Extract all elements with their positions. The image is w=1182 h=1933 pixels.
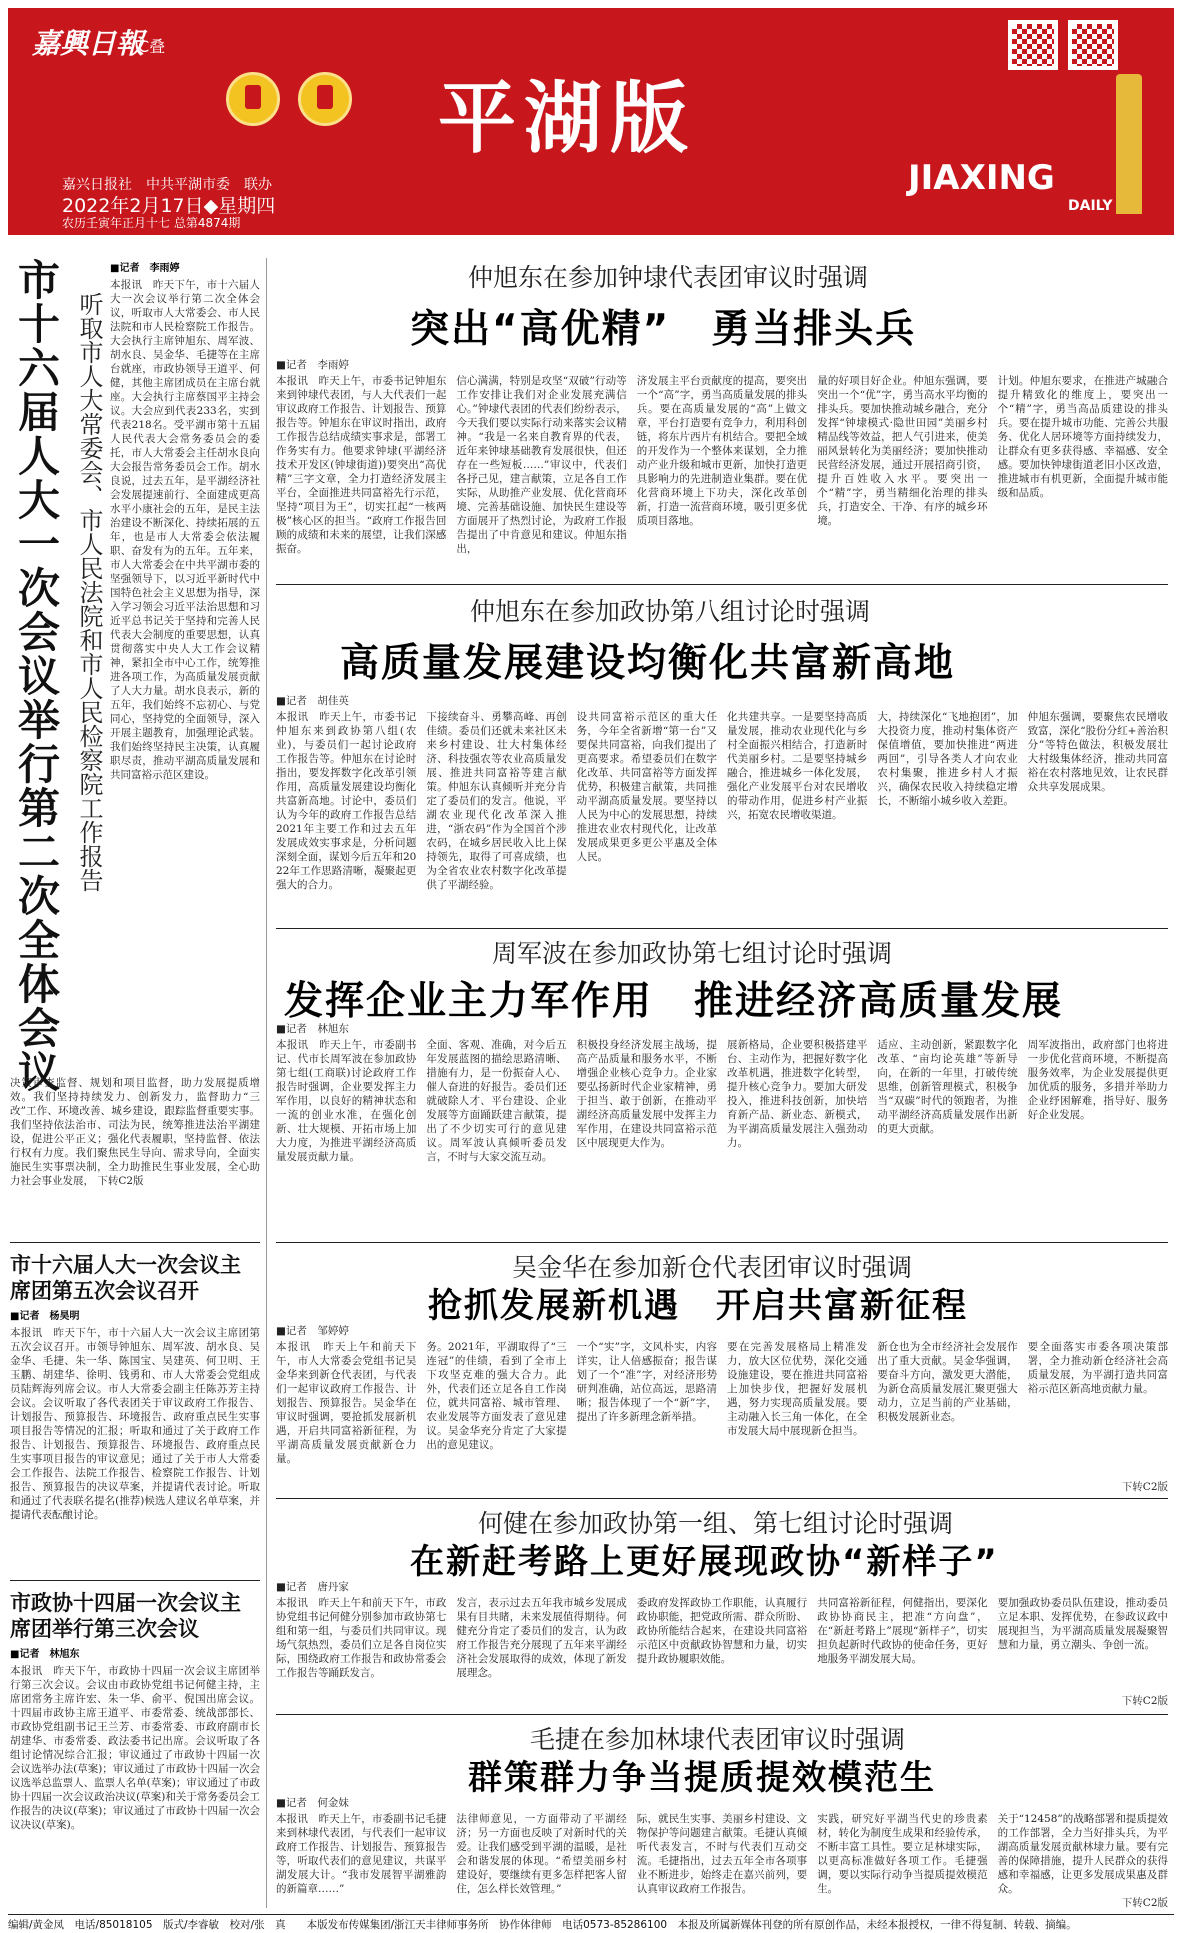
byline: ■记者 邹婷婷: [276, 1325, 349, 1337]
publisher-line: 嘉兴日报社 中共平湖市委 联办: [62, 177, 272, 193]
side-news-headline: 市十六届人大一次会议主席团第五次会议召开: [10, 1253, 241, 1303]
byline: ■记者 杨昊明: [10, 1311, 80, 1322]
article-columns: [276, 1038, 1168, 1238]
article-text: 新仓也为全市经济社会发展作出了重大贡献。吴金华强调，要奋斗方向，激发更大潜能，为新仓高质量发展汇聚更强大动力，立足当前的产业基础，积极发展新业态。: [877, 1341, 1018, 1423]
section-divider: [10, 1242, 260, 1243]
article-text: 要在完善发展格局上精准发力，放大区位优势，深化交通设施建设，要在推进共同富裕上加快步伐，把握好发展机遇，努力实现高质量发展。要主动融入长三角一体化，在全市发展大局中展现新仓担当。: [726, 1341, 868, 1437]
article-text: 本报讯 昨天上午，市委副书记毛捷来到林埭代表团，与代表们一起审议政府工作报告、计划报告、预算报告等，听取代表们的意见建议，共谋平湖发展大计。“我市发展智平湖雅韵的新篇章……”: [276, 1813, 447, 1895]
article-text: 本报讯 昨天上午，市委书记仲旭东来到政协第八组(农业)，与委员们一起讨论政府工作报告等。仲旭东在讨论时指出，要发挥数字化改革引领作用，高质量发展建设均衡化共富新高地。讨论中，委员们认为今年的政府工作报告总结2021年主要工作和过去五年发展成效实事求是，分析问题深刻全面，谋划今后五年和2022年工作思路清晰，凝聚起更强大的合力。: [276, 711, 417, 891]
byline: ■记者 李雨婷: [110, 263, 180, 274]
side-news-headline: 市政协十四届一次会议主席团举行第三次会议: [10, 1591, 241, 1641]
lunar-date: 农历壬寅年正月十七 总第4874期: [62, 216, 241, 230]
continued-tag: 下转C2版: [1100, 1896, 1168, 1910]
section-divider: [276, 1242, 1168, 1243]
side-news-body: [10, 1310, 260, 1570]
article-kicker: 吴金华在参加新仓代表团审议时强调: [512, 1253, 913, 1282]
article-columns: [276, 374, 1168, 574]
article-text: 本报讯 昨天上午，市委副书记、代市长周军波在参加政协第七组(工商联)讨论政府工作报告时强调，企业要发挥主力军作用，以良好的精神状态和一流的创业水准，在强化创新、壮大规模、开拓市场上加大力度，为推进平湖经济高质量发展贡献力量。: [276, 1039, 417, 1163]
article-columns: [276, 1340, 1168, 1494]
page-footer: 编辑/黄金凤 电话/85018105 版式/李睿敏 校对/张 真 本版发布传媒集团/浙江天丰律师事务所 协作体律师 电话0573-85286100 本报及所属新媒体刊登的所有原创作品，未经本报授权，一律不得复制、转载、摘编。: [8, 1914, 1174, 1931]
article-headline: 高质量发展建设均衡化共富新高地: [340, 641, 956, 686]
lead-subheadline: 听取市人大常委会、市人民法院和市人民检察院工作报告: [75, 292, 103, 892]
article-kicker: 仲旭东在参加钟埭代表团审议时强调: [468, 263, 869, 292]
issue-date: 2022年2月17日◆星期四: [62, 195, 276, 217]
article-text: 本报讯 昨天下午，市政协十四届一次会议主席团举行第三次会议。会议由市政协党组书记何健主持，主席团常务主席许宏、朱一华、俞平、倪国出席会议。十四届市政协主席王道平、市委常委、统战部部长、市政协党组副书记王兰芳、市委常委、市政府副市长胡建华、市委常委、政法委书记出席。会议听取了各组讨论情况综合汇报；审议通过了市政协十四届一次会议选举办法(草案)；审议通过了市政协十四届一次会议选举总监票人、监票人名单(草案)；审议通过了市政协十四届一次会议政治决议(草案)和关于常务委员会工作报告的决议(草案)；审议通过了市政协十四届一次会议决议(草案)。: [10, 1665, 260, 1831]
article-text: 济发展主平台贡献度的提高，要突出一个“高”字，勇当高质量发展的排头兵。要在高质量发展的“高”上做文章，平台打造要有竞争力，利用科创链，将东片西片有机结合。要把全域的开发作为一个整体来谋划，全力推动产业升级和城市更新，加快打造更具影响力的先进制造业集群。要在优化营商环境上下功夫，深化改革创新，打造一流营商环境，吸引更多优质项目落地。: [636, 375, 808, 527]
article-text: 计划。仲旭东要求，在推进产城融合提升精致化的维度上，要突出一个“精”字，勇当高品质建设的排头兵。要在提升城市功能、完善公共服务、优化人居环境等方面持续发力，让群众有更多获得感、幸福感、安全感。要加快钟埭街道老旧小区改造，推进城市有机更新，全面提升城市能级和品质。: [997, 375, 1168, 499]
newspaper-logo: 嘉興日報: [32, 27, 145, 60]
lead-headline: 市十六届人大一次会议举行第二次全体会议: [12, 258, 61, 1094]
article-text: 本报讯 昨天上午和前天下午，市政协党组书记何健分别参加市政协第七组和第一组，与委员们共同审议。现场气氛热烈，委员们立足各自岗位实际，围绕政府工作报告和政协常委会工作报告等踊跃发言。: [276, 1597, 447, 1679]
article-text: 展新格局，企业要积极搭建平台、主动作为，把握好数字化改革机遇，推进数字化转型，提升核心竞争力。要加大研发投入，推进科技创新，加快培育新产品、新业态、新模式，为平湖高质量发展注入强劲动力。: [726, 1039, 868, 1149]
edition-title: 平湖版: [438, 73, 697, 164]
article-text: 信心满满，特别是攻坚“双破”行动等工作安排让我们对企业发展充满信心。”钟埭代表团的代表们纷纷表示，今天我们要以实际行动来落实会议精神。“我是一名来自教育界的代表，近年来钟埭基础教育发展很快，但还存在一些短板……”审议中，代表们各抒己见，建言献策，立足各自工作实际，从助推产业发展、优化营商环境、完善基础设施、加快民生建设等方面展开了热烈讨论，为政府工作报告提出了中肯意见和建议。仲旭东指出，: [456, 375, 627, 555]
article-text: 本报讯 昨天下午，市十六届人大一次会议主席团第五次会议召开。市领导钟旭东、周军波、胡水良、吴金华、毛捷、朱一华、陈国宝、吴建英、何卫明、王玉鹏、胡建华、徐明、钱勇和、市人大常委会党组成员陆辉海列席会议。市人大常委会副主任陈苏芳主持会议。会议听取了各代表团关于审议政府工作报告、计划报告、预算报告、环境报告、政府重点民生实事项目报告等情况的汇报；听取和通过了关于政府工作报告、计划报告、预算报告、环境报告、政府重点民生实事项目报告的审议意见；通过了关于市人大常委会工作报告、法院工作报告、检察院工作报告、计划报告、预算报告的决议草案，并提请代表讨论。听取和通过了代表联名提名(推荐)候选人建议名单草案，并提请代表酝酿讨论。: [10, 1327, 260, 1521]
article-kicker: 何健在参加政协第一组、第七组讨论时强调: [478, 1509, 954, 1538]
continued-tag: 下转C2版: [1100, 1480, 1168, 1494]
article-text: 实践，研究好平湖当代史的珍贵素材，转化为制度生成果和经验传承，不断丰富工具性。要立足林埭实际，以更高标准做好各项工作。毛捷强调，要以实际行动争当提质提效模范生。: [817, 1813, 988, 1895]
article-text: 下接续奋斗、勇攀高峰、再创佳绩。委员们还就未来社区未来乡村建设、壮大村集体经济、科技强农等农业高质量发展、推进共同富裕等建言献策。仲旭东认真倾听并充分肯定了委员们的发言。他说，平湖农业现代化改革深入推进，“浙农码”作为全国首个涉农码，在城乡居民收入比上保持领先，取得了可喜成绩，也为全省农业农村数字化改革提供了平湖经验。: [426, 711, 567, 891]
article-kicker: 毛捷在参加林埭代表团审议时强调: [530, 1725, 906, 1754]
article-text: 要加强政协委员队伍建设，推动委员立足本职、发挥优势，在参政议政中展现担当，为平湖高质量发展凝聚智慧和力量，勇立潮头、争创一流。: [997, 1597, 1168, 1651]
article-text: 法律师意见，一方面带动了平湖经济；另一方面也反映了对新时代的关爱。让我们感受到平湖的温暖，是社会和谐发展的体现。“希望美丽乡村建设好，要继续有更多怎样把客人留住，怎么样长效管理。”: [456, 1813, 627, 1895]
article-text: 仲旭东强调，要聚焦农民增收致富，深化“股份分红+善治积分”等特色做法，积极发展壮大村级集体经济，推动共同富裕在农村落地见效，让农民群众共享发展成果。: [1027, 711, 1168, 793]
pillar-icon: [1116, 74, 1142, 214]
column-divider: [266, 258, 267, 1908]
byline: ■记者 李雨婷: [276, 359, 349, 371]
article-text: 全面、客观、准确，对今后五年发展蓝图的描绘思路清晰、措施有力，是一份振奋人心、催人奋进的好报告。委员们还就破除人才、平台建设、企业发展等方面踊跃建言献策，提出了不少切实可行的意见建议。周军波认真倾听委员发言，不时与大家交流互动。: [426, 1039, 567, 1163]
article-text: 本报讯 昨天下午，市十六届人大一次会议举行第二次全体会议，听取市人大常委会、市人民法院和市人民检察院工作报告。大会执行主席钟旭东、周军波、胡水良、吴金华、毛捷等在主席台就座，市政协领导王道平、何健，其他主席团成员在主席台就座。大会执行主席蔡国平主持会议。大会应到代表233名，实到代表218名。受平湖市第十五届人民代表大会常务委员会的委托，市人大常委会主任胡水良向大会报告常务委员会工作。胡水良说，过去五年，是平湖经济社会发展提速前行、全面建成更高水平小康社会的五年，是民主法治建设不断深化、持续拓展的五年，也是市人大常委会依法履职、奋发有为的五年。五年来，市人大常委会在中共平湖市委的坚强领导下，以习近平新时代中国特色社会主义思想为指导，深入学习领会习近平法治思想和习近平总书记关于坚持和完善人民代表大会制度的重要思想，认真贯彻落实中央人大工作会议精神，紧扣全市中心工作，统筹推进各项工作，为高质量发展贡献了人大力量。胡水良表示，新的五年，我们始终不忘初心、与党同心，坚持党的全面领导，深入开展主题教育，加强理论武装。我们始终坚持民主决策，认真履职尽责，推动平湖高质量发展和共同富裕示范区建设。: [110, 279, 260, 781]
article-text: 委政府发挥政协工作职能，认真履行政协职能，把党政所需、群众所盼、政协所能结合起来，在建设共同富裕示范区中贡献政协智慧和力量，切实提升政协履职效能。: [636, 1597, 808, 1665]
byline: ■记者 胡佳英: [276, 695, 349, 707]
brand-english-sub: DAILY: [1068, 198, 1113, 214]
article-columns: [276, 1812, 1168, 1910]
article-headline: 突出“高优精” 勇当排头兵: [410, 307, 917, 352]
national-emblem-icon: [226, 72, 280, 126]
article-headline: 在新赶考路上更好展现政协“新样子”: [410, 1542, 999, 1582]
article-text: 决策审查监督、规划和项目监督，助力发展提质增效。我们坚持持续发力、创新发力，监督助力“三改”工作、环境改善、城乡建设，跟踪监督重要实事。我们坚持依法治市、司法为民，统筹推进法治平湖建设，促进公平正义；强化代表履职，坚持监督、依法行权有力度。我们聚焦民生导向、需求导向，全面实施民生实事票决制，全力助推民生事业发展，全心助力社会事业发展，: [10, 1077, 260, 1187]
article-text: 化共建共享。一是要坚持高质量发展，推动农业现代化与乡村全面振兴相结合，打造新时代美丽乡村。二是要坚持城乡融合，推进城乡一体化发展，强化产业发展平台对农民增收的带动作用，促进乡村产业振兴，拓宽农民增收渠道。: [726, 711, 868, 821]
article-headline: 发挥企业主力军作用 推进经济高质量发展: [284, 979, 1064, 1024]
byline: ■记者 林旭东: [10, 1649, 80, 1660]
section-divider: [276, 928, 1168, 929]
continued-tag: 下转C2版: [97, 1175, 144, 1187]
side-news-body: [10, 1648, 260, 1908]
section-divider: [276, 1714, 1168, 1715]
article-columns: [276, 710, 1168, 918]
article-text: 发言，表示过去五年我市城乡发展成果有目共睹，未来发展值得期待。何健充分肯定了委员们的发言，认为政府工作报告充分展现了五年来平湖经济社会发展取得的成效，体现了新发展理念。: [456, 1597, 627, 1679]
article-text: 量的好项目好企业。仲旭东强调，要突出一个“优”字，勇当高水平均衡的排头兵。要加快推动城乡融合，充分发挥“钟埭模式·隐世田园”美丽乡村精品线等效益，把人气引进来，使美丽风景转化为美丽经济；要加快推动民营经济发展，通过开展招商引资，提升百姓收入水平。要突出一个“精”字，勇当精细化治理的排头兵，打造安全、干净、有序的城乡环境。: [817, 375, 988, 527]
party-emblem-icon: [298, 72, 352, 126]
article-text: 适应、主动创新，紧跟数字化改革、“亩均论英雄”等新导向，在新的一年里，打破传统思维，创新管理模式，积极争当“双碳”时代的领跑者，为推动平湖经济高质量发展作出新的更大贡献。: [877, 1039, 1018, 1135]
article-text: 共同富裕新征程，何健指出，要深化政协协商民主，把准“方向盘”，在“新赶考路上”展现“新样子”，切实担负起新时代政协的使命任务，更好地服务平湖发展大局。: [817, 1597, 988, 1665]
article-headline: 群策群力争当提质提效模范生: [468, 1758, 936, 1798]
article-kicker: 周军波在参加政协第七组讨论时强调: [492, 939, 893, 968]
section-divider: [10, 1580, 260, 1581]
article-text: 务。2021年，平湖取得了“三连冠”的佳绩，看到了全市上下攻坚克难的强大合力。此外，代表们还立足各自工作岗位，就共同富裕、城市管理、农业发展等方面发表了意见建议。吴金华充分肯定了大家提出的意见建议。: [426, 1341, 567, 1451]
article-text: 大，持续深化“飞地抱团”，加大投资力度，推动村集体资产保值增值，要加快推进“两进两回”，引导各类人才向农业农村集聚，推进乡村人才振兴，确保农民收入持续稳定增长，不断缩小城乡收入差距。: [877, 711, 1018, 807]
edition-code: C叠: [138, 37, 166, 56]
article-text: 本报讯 昨天上午和前天下午，市人大常委会党组书记吴金华来到新仓代表团，与代表们一起审议政府工作报告、计划报告、预算报告。吴金华在审议时强调，要抢抓发展新机遇，开启共同富裕新征程，为平湖高质量发展贡献新仓力量。: [276, 1341, 417, 1465]
lead-body: [110, 262, 260, 1074]
byline: ■记者 唐丹家: [276, 1581, 349, 1593]
article-text: 关于“12458”的战略部署和提质提效的工作部署，全力当好排头兵，为平湖高质量发展贡献林埭力量。要有完善的保障措施，提升人民群众的获得感和幸福感，让更多发展成果惠及群众。: [997, 1813, 1168, 1895]
byline: ■记者 林旭东: [276, 1023, 349, 1035]
masthead: [8, 8, 1174, 235]
lead-body-continued: [10, 1076, 260, 1232]
qr-code-icon: [1068, 20, 1118, 70]
article-headline: 抢抓发展新机遇 开启共富新征程: [428, 1286, 968, 1326]
section-divider: [276, 1498, 1168, 1499]
article-text: 积极投身经济发展主战场，提高产品质量和服务水平，不断增强企业核心竞争力。企业家要弘扬新时代企业家精神，勇于担当、敢于创新，在推动平湖经济高质量发展中发挥主力军作用，在建设共同富裕示范区中展现更大作为。: [576, 1039, 717, 1149]
article-text: 周军波指出，政府部门也将进一步优化营商环境，不断提高服务效率，为企业发展提供更加优质的服务，多措并举助力企业纾困解难，指导好、服务好企业发展。: [1027, 1039, 1168, 1121]
brand-english: JIAXING: [908, 158, 1055, 198]
article-text: 要全面落实市委各项决策部署，全力推动新仓经济社会高质量发展，为平湖打造共同富裕示范区新高地贡献力量。: [1027, 1341, 1168, 1395]
article-columns: [276, 1596, 1168, 1708]
article-text: 设共同富裕示范区的重大任务，今年全省新增“第一台”又要保共同富裕，向我们提出了更高要求。希望委员们在数字化改革、共同富裕等方面发挥优势，积极建言献策，共同推动平湖高质量发展。要坚持以人民为中心的发展思想，持续推进农业农村现代化，让改革发展成果更多更公平惠及全体人民。: [576, 711, 717, 863]
section-divider: [276, 584, 1168, 585]
byline: ■记者 何金妹: [276, 1797, 349, 1809]
article-kicker: 仲旭东在参加政协第八组讨论时强调: [470, 597, 871, 626]
continued-tag: 下转C2版: [1100, 1694, 1168, 1708]
qr-code-icon: [1008, 20, 1058, 70]
article-text: 一个“实”字，文风朴实，内容详实，让人倍感振奋；报告谋划了一个“准”字，对经济形势研判准确，站位高远，思路清晰；报告体现了一个“新”字，提出了许多新理念新举措。: [576, 1341, 717, 1423]
article-text: 际，就民生实事、美丽乡村建设、文物保护等问题建言献策。毛捷认真倾听代表发言，不时与代表们互动交流。毛捷指出，过去五年全市各项事业不断进步，始终走在嘉兴前列，要认真审议政府工作报告。: [636, 1813, 808, 1895]
article-text: 本报讯 昨天上午，市委书记钟旭东来到钟埭代表团，与人大代表们一起审议政府工作报告、计划报告、预算报告等。钟旭东在审议时指出，政府工作报告总结成绩实事求是，部署工作务实有力。他要求钟埭(平湖经济技术开发区(钟埭街道))要突出“高优精”三字文章，全力打造经济发展主平台，全面推进共同富裕先行示范，坚持“项目为王”，切实扛起“一核两极”核心区的担当。“政府工作报告回顾的成绩和未来的展望，让我们深感振奋。: [276, 375, 447, 555]
